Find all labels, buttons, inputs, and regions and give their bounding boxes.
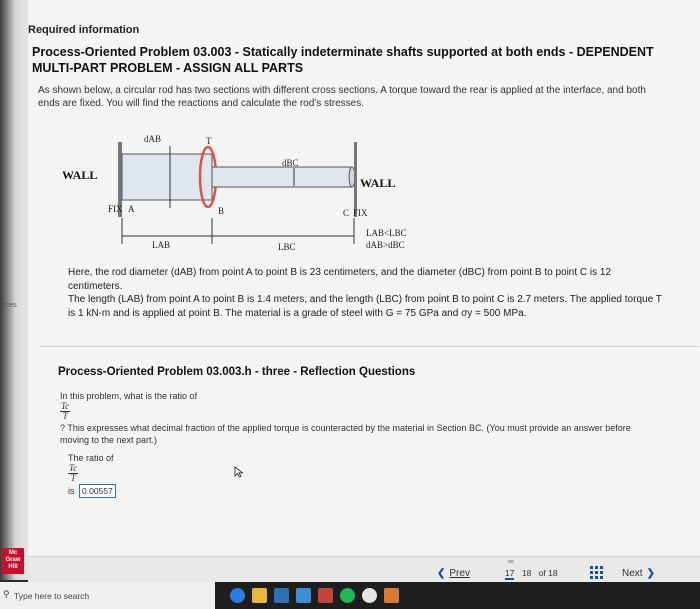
search-placeholder: Type here to search — [14, 591, 90, 601]
length-condition: LAB<LBC — [366, 228, 407, 238]
problem-description — [68, 266, 668, 320]
spotify-icon[interactable] — [340, 588, 355, 603]
ratio-label: The ratio of — [68, 453, 114, 463]
answer-fraction-numerator: Tc — [69, 463, 78, 473]
answer-fraction — [68, 464, 78, 483]
chevron-left-icon: ❮ — [437, 568, 446, 579]
prev-button[interactable]: ❮ Prev — [437, 568, 470, 579]
page-17[interactable]: 17 — [505, 568, 515, 578]
dab-label: dAB — [144, 134, 162, 144]
answer-fraction-denominator: T — [70, 473, 76, 483]
point-a-label: A — [128, 204, 135, 214]
is-label: is — [68, 486, 75, 496]
problem-title: Process-Oriented Problem 03.003 - Statically indeterminate shafts supported at both ends - DEPENDENT MULTI-PART PROBLEM - ASSIGN ALL PARTS — [32, 45, 654, 75]
question-body: ? This expresses what decimal fraction of the applied torque is counteracted by the material in Section BC. (You must provide an answer before moving to the next part.) — [60, 423, 631, 445]
shaft-figure — [48, 132, 428, 262]
fraction-denominator: T — [62, 411, 68, 421]
taskbar-search[interactable] — [0, 582, 215, 609]
section-ab-rod — [122, 154, 212, 200]
chevron-right-icon: ❯ — [646, 568, 655, 579]
question-panel — [28, 0, 700, 556]
question-intro: In this problem, what is the ratio of — [60, 391, 198, 401]
mouse-cursor-icon — [234, 466, 244, 478]
point-b-label: B — [218, 206, 225, 216]
ratio-fraction — [60, 402, 70, 421]
grid-icon[interactable] — [590, 566, 603, 579]
torque-label: T — [206, 136, 212, 146]
page-total: of 18 — [538, 568, 558, 578]
app-icon-2[interactable] — [384, 588, 399, 603]
lbc-label: LBC — [278, 242, 296, 252]
lab-label: LAB — [152, 240, 170, 250]
divider — [40, 346, 698, 347]
next-button[interactable]: Next ❯ — [622, 568, 655, 579]
fix-right-label: FIX — [353, 208, 368, 218]
search-icon: ⚲ — [3, 589, 10, 599]
required-info-label: Required information — [28, 24, 140, 36]
answer-field[interactable]: 0.00557 — [79, 484, 116, 498]
store-icon[interactable] — [274, 588, 289, 603]
left-wall-label: WALL — [62, 168, 98, 182]
windows-taskbar — [0, 582, 700, 609]
diameter-condition: dAB>dBC — [366, 240, 405, 250]
mcgraw-hill-logo: Mc Graw Hill — [2, 548, 24, 574]
link-icon: ∞ — [508, 557, 514, 566]
section-bc-rod — [212, 167, 352, 187]
problem-intro: As shown below, a circular rod has two sections with different cross sections. A torque toward the rear is applied at the interface, and both ends are fixed. You will find the reactions and calculate the rod's stresses. — [38, 85, 646, 109]
chrome-icon[interactable] — [362, 588, 377, 603]
page-indicator — [505, 568, 558, 580]
reflection-question — [60, 390, 660, 446]
app-icon[interactable] — [318, 588, 333, 603]
point-c-label: C — [343, 208, 350, 218]
answer-block — [68, 452, 116, 498]
file-explorer-icon[interactable] — [252, 588, 267, 603]
description-lengths: The length (LAB) from point A to point B is 1.4 meters, and the length (LBC) from point B to point C is 2.7 meters. The applied torque T is 1 kN-m and is applied at point B. The material is a grade of steel with G = 75 GPa and σy = 500 MPa. — [68, 294, 662, 319]
page-18[interactable]: 18 — [521, 568, 532, 578]
right-wall-label: WALL — [360, 176, 396, 190]
fix-left-label: FIX — [108, 204, 123, 214]
part-subtitle: Process-Oriented Problem 03.003.h - three - Reflection Questions — [58, 366, 416, 378]
mail-icon[interactable] — [296, 588, 311, 603]
fraction-numerator: Tc — [61, 401, 70, 411]
right-wall-line — [354, 142, 357, 217]
left-edge-strip — [0, 0, 28, 580]
dbc-label: dBC — [282, 158, 299, 168]
edge-icon[interactable] — [230, 588, 245, 603]
cut-off-side-text: nces — [2, 302, 17, 309]
description-diameters: Here, the rod diameter (dAB) from point A to point B is 23 centimeters, and the diameter (dBC) from point B to point C is 12 centimeters. — [68, 267, 612, 292]
